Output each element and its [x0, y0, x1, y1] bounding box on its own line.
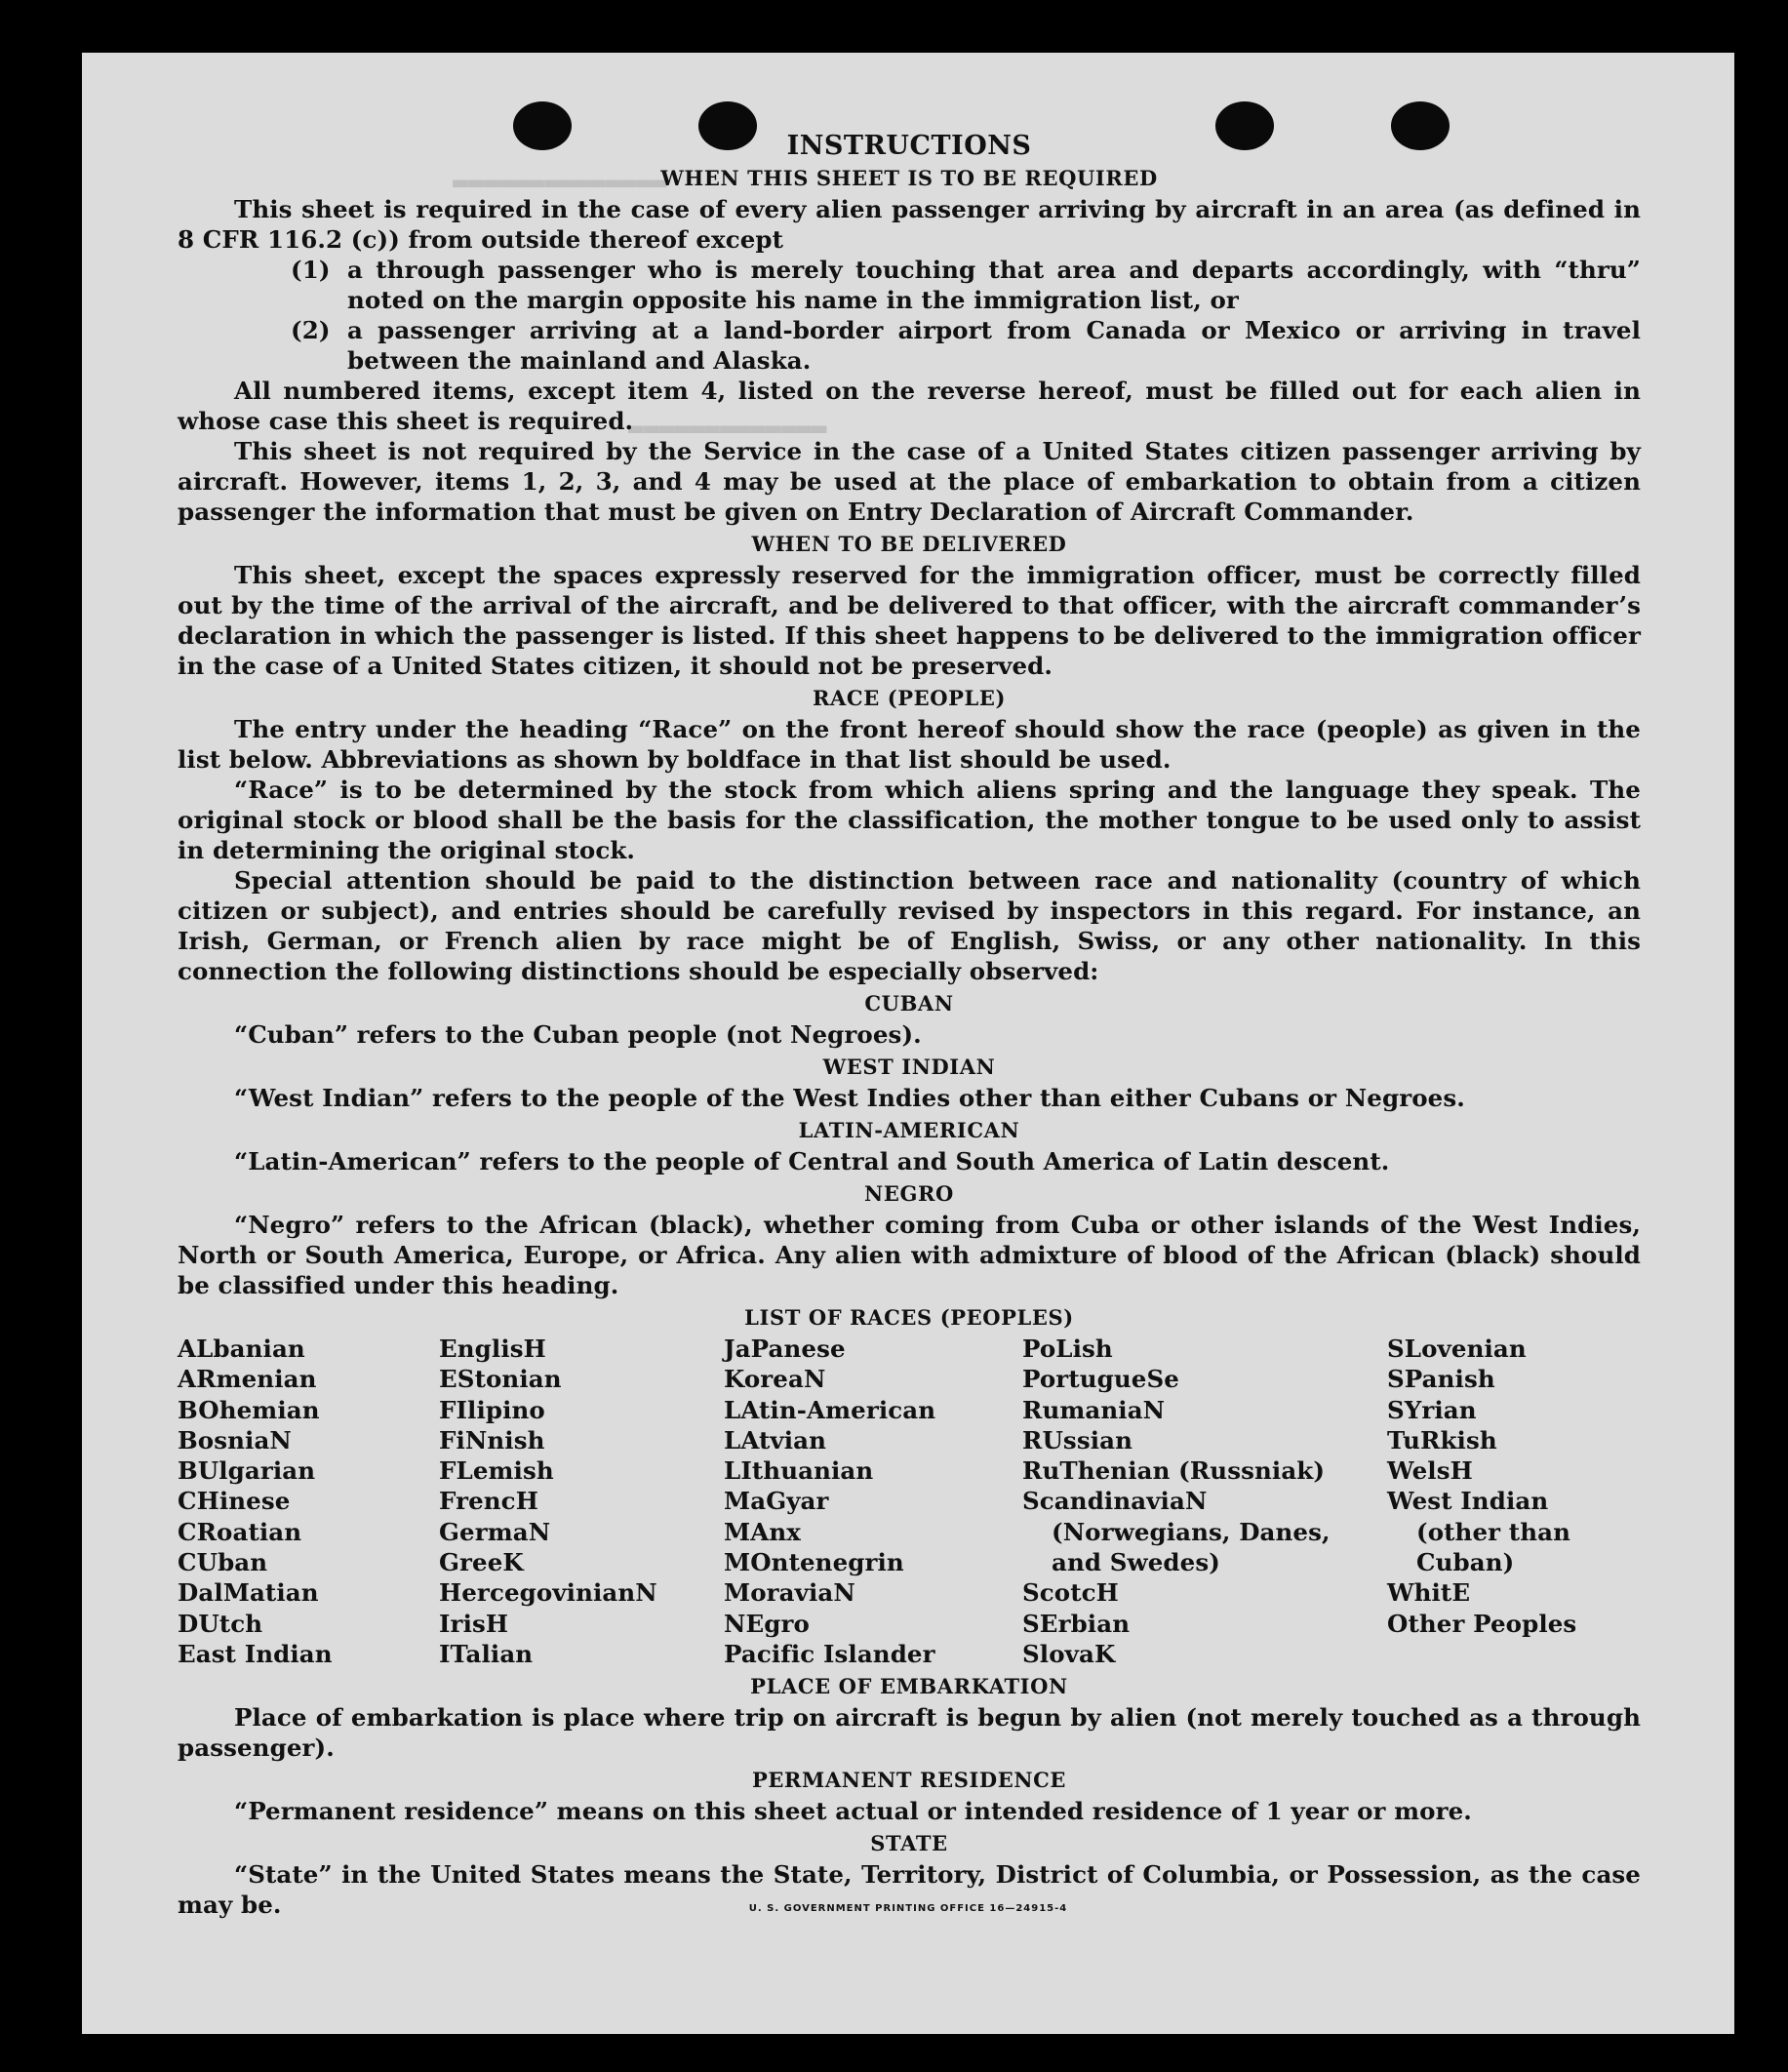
page-title: INSTRUCTIONS: [786, 131, 1032, 161]
race-entry: PortugueSe: [1022, 1365, 1179, 1394]
race-entry: SPanish: [1387, 1365, 1495, 1394]
race-entry: WhitE: [1387, 1578, 1471, 1608]
race-entry: WelsH: [1387, 1456, 1473, 1486]
section-heading: RACE (PEOPLE): [812, 686, 1007, 710]
section-heading: WHEN THIS SHEET IS TO BE REQUIRED: [660, 166, 1158, 190]
section-heading: CUBAN: [864, 991, 954, 1016]
race-entry: IrisH: [439, 1609, 509, 1638]
definition: “Permanent residence” means on this sheet actual or intended residence of 1 year or more.: [234, 1797, 1472, 1826]
document-sheet: [82, 53, 1734, 2034]
item-number: (2): [291, 316, 331, 344]
section-heading: WEST INDIAN: [822, 1055, 996, 1079]
paragraph: All numbered items, except item 4, listed on the reverse hereof, must be filled out for each alien in whose case this sheet is required.: [178, 377, 1641, 435]
race-entry: ScandinaviaN (Norwegians, Danes, and Swedes): [1022, 1487, 1331, 1577]
paragraph: “Negro” refers to the African (black), whether coming from Cuba or other islands of the West Indies, North or South America, Europe, or Africa. Any alien with admixture of blood of the African (black) should be classified under this heading.: [178, 1211, 1641, 1299]
race-entry: West Indian (other than Cuban): [1387, 1487, 1571, 1577]
item-text: a passenger arriving at a land-border airport from Canada or Mexico or arriving in travel between the mainland and Alaska.: [347, 316, 1641, 375]
race-entry: TuRkish: [1387, 1425, 1497, 1454]
race-entry: GreeK: [439, 1548, 524, 1577]
list-item: [178, 315, 1641, 376]
paragraph: Special attention should be paid to the distinction between race and nationality (country of which citizen or subject), and entries should be carefully revised by inspectors in this regard. For instance, an Irish, German, or French alien by race might be of English, Swiss, or any other nationality. In this connection the following distinctions should be especially observed:: [178, 866, 1641, 985]
races-column: [1022, 1334, 1387, 1669]
race-entry: BOhemian: [178, 1395, 320, 1424]
printing-office-imprint: U. S. GOVERNMENT PRINTING OFFICE 16—24915-4: [748, 1903, 1068, 1914]
race-entry: JaPanese: [724, 1335, 846, 1363]
race-entry: FIlipino: [439, 1395, 545, 1424]
race-entry: ITalian: [439, 1639, 534, 1668]
definition: “Latin-American” refers to the people of Central and South America of Latin descent.: [234, 1147, 1390, 1175]
races-column: [724, 1334, 1022, 1669]
race-entry: CUban: [178, 1548, 268, 1577]
race-entry: ScotcH: [1022, 1578, 1119, 1608]
paragraph: This sheet is not required by the Service in the case of a United States citizen passenger arriving by aircraft. However, items 1, 2, 3, and 4 may be used at the place of embarkation to obtain from a citizen passenger the information that must be given on Entry Declaration of Aircraft Commander.: [178, 437, 1641, 526]
race-entry: CHinese: [178, 1487, 291, 1516]
race-entry: DalMatian: [178, 1578, 319, 1608]
race-entry: SlovaK: [1022, 1639, 1116, 1668]
section-heading: STATE: [870, 1831, 948, 1856]
paragraph: Place of embarkation is place where trip on aircraft is begun by alien (not merely touched as a through passenger).: [178, 1703, 1641, 1763]
races-column: [1387, 1334, 1641, 1669]
race-entry: MoraviaN: [724, 1578, 855, 1608]
race-entry: RUssian: [1022, 1425, 1133, 1454]
race-entry: LAtin-American: [724, 1395, 936, 1424]
section-heading: PERMANENT RESIDENCE: [751, 1768, 1067, 1793]
section-heading: LATIN-AMERICAN: [798, 1118, 1020, 1142]
race-entry: Pacific Islander: [724, 1639, 935, 1668]
race-entry: KoreaN: [724, 1365, 826, 1394]
race-entry: LIthuanian: [724, 1456, 874, 1486]
race-entry: FrencH: [439, 1487, 538, 1516]
race-entry: SYrian: [1387, 1395, 1477, 1424]
race-entry: ARmenian: [178, 1365, 317, 1394]
definition: “West Indian” refers to the people of the West Indies other than either Cubans or Negroes.: [234, 1084, 1465, 1112]
instructions-body: [178, 131, 1641, 1920]
race-entry: MOntenegrin: [724, 1548, 904, 1577]
race-entry: DUtch: [178, 1609, 263, 1638]
race-entry: MaGyar: [724, 1487, 829, 1516]
races-column: [178, 1334, 439, 1669]
list-item: [178, 255, 1641, 315]
race-entry: SErbian: [1022, 1609, 1131, 1638]
item-number: (1): [291, 256, 331, 284]
race-entry: FiNnish: [439, 1425, 545, 1454]
race-entry: FLemish: [439, 1456, 554, 1486]
definition: “Cuban” refers to the Cuban people (not Negroes).: [234, 1020, 922, 1049]
paragraph: The entry under the heading “Race” on the front hereof should show the race (people) as given in the list below. Abbreviations as shown by boldface in that list should be used.: [178, 715, 1641, 774]
item-text: a through passenger who is merely touching that area and departs accordingly, with “thru” noted on the margin opposite his name in the immigration list, or: [347, 256, 1641, 314]
race-entry: ALbanian: [178, 1335, 305, 1363]
races-column: [439, 1334, 724, 1669]
race-entry: East Indian: [178, 1639, 333, 1668]
section-heading: WHEN TO BE DELIVERED: [751, 532, 1067, 556]
races-list: [178, 1334, 1641, 1669]
race-entry: PoLish: [1022, 1335, 1113, 1363]
race-entry: EnglisH: [439, 1335, 546, 1363]
race-entry: RumaniaN: [1022, 1395, 1166, 1424]
section-heading: NEGRO: [864, 1181, 954, 1206]
paragraph: “State” in the United States means the State, Territory, District of Columbia, or Possession, as the case may be.: [178, 1860, 1641, 1920]
race-entry: Other Peoples: [1387, 1609, 1577, 1638]
race-entry: BosniaN: [178, 1425, 292, 1454]
section-heading: LIST OF RACES (PEOPLES): [744, 1305, 1074, 1330]
paragraph: “Race” is to be determined by the stock from which aliens spring and the language they speak. The original stock or blood shall be the basis for the classification, the mother tongue to be used only to assist in determining the original stock.: [178, 776, 1641, 864]
paragraph: This sheet is required in the case of every alien passenger arriving by aircraft in an area (as defined in 8 CFR 116.2 (c)) from outside thereof except: [178, 195, 1641, 254]
race-entry: NEgro: [724, 1609, 810, 1638]
race-entry: SLovenian: [1387, 1335, 1527, 1363]
bleed-through-mark: ▬▬▬▬▬▬▬▬▬▬▬▬▬: [628, 414, 827, 443]
section-heading: PLACE OF EMBARKATION: [750, 1674, 1068, 1699]
race-entry: EStonian: [439, 1365, 562, 1394]
bleed-through-mark: ▬▬▬▬▬▬▬▬▬▬▬▬▬▬: [453, 168, 667, 197]
race-entry: LAtvian: [724, 1425, 827, 1454]
race-entry: BUlgarian: [178, 1456, 316, 1486]
race-entry: HercegovinianN: [439, 1578, 657, 1608]
paragraph: This sheet, except the spaces expressly reserved for the immigration officer, must be correctly filled out by the time of the arrival of the aircraft, and be delivered to that officer, with the aircraft commander’s declaration in which the passenger is listed. If this sheet happens to be delivered to the immigration officer in the case of a United States citizen, it should not be preserved.: [178, 561, 1641, 680]
race-entry: MAnx: [724, 1517, 801, 1546]
race-entry: CRoatian: [178, 1517, 302, 1546]
race-entry: RuThenian (Russniak): [1022, 1456, 1326, 1486]
race-entry: GermaN: [439, 1517, 551, 1546]
